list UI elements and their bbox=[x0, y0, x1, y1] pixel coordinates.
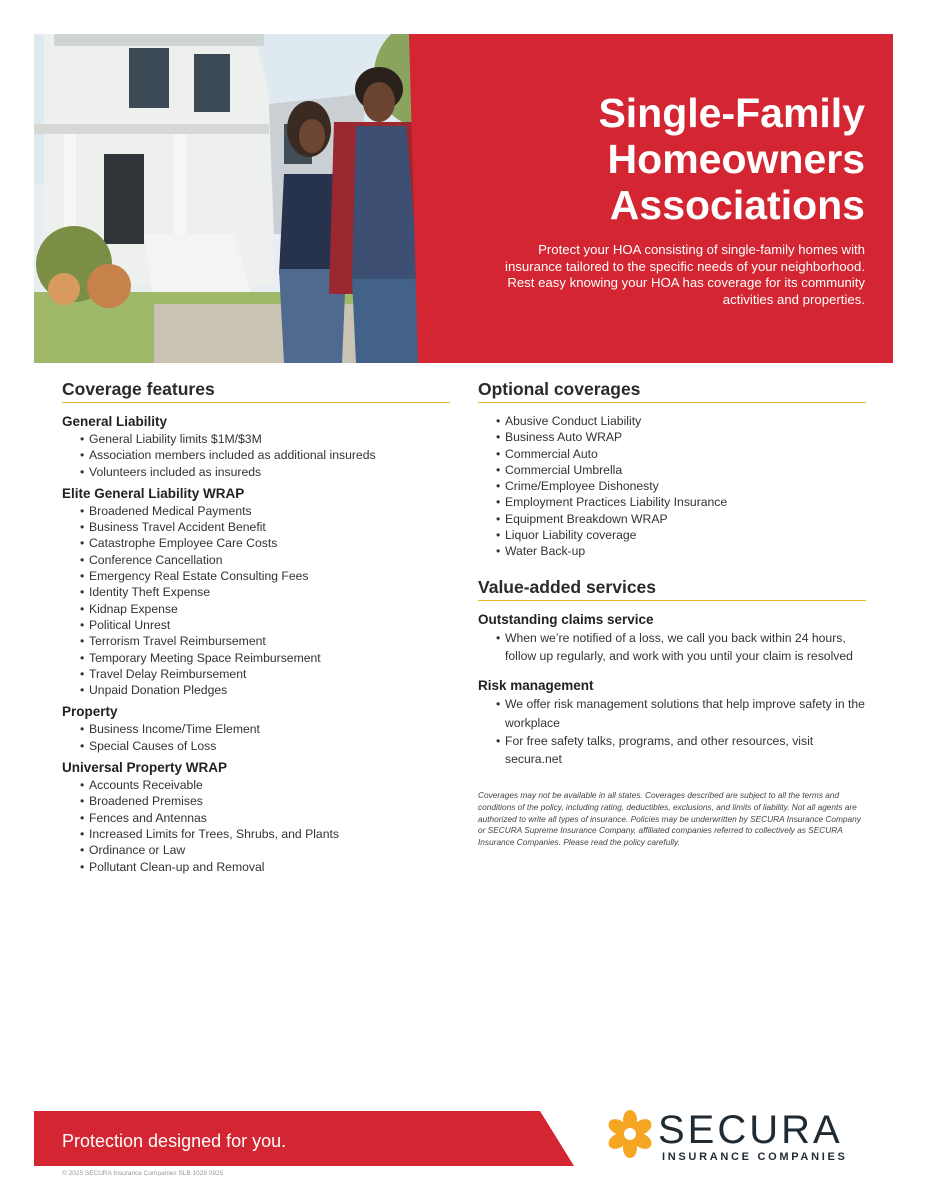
list-item: • Volunteers included as insureds bbox=[80, 464, 450, 480]
copyright-text: © 2025 SECURA Insurance Companies SLB 1028 0925 bbox=[62, 1170, 224, 1177]
list-item: • Temporary Meeting Space Reimbursement bbox=[80, 650, 450, 666]
right-column bbox=[478, 378, 866, 848]
list-item: • For free safety talks, programs, and other resources, visit secura.net bbox=[496, 732, 866, 769]
list-item: • Business Auto WRAP bbox=[496, 429, 866, 445]
coverage-features-section bbox=[62, 378, 450, 880]
list-item: • Broadened Premises bbox=[80, 793, 450, 809]
list-item: • Commercial Auto bbox=[496, 446, 866, 462]
group-list bbox=[478, 695, 866, 768]
group-list bbox=[478, 629, 866, 666]
list-item: • We offer risk management solutions that help improve safety in the workplace bbox=[496, 695, 866, 732]
list-item: • Political Unrest bbox=[80, 617, 450, 633]
logo-subtitle: INSURANCE COMPANIES bbox=[662, 1151, 848, 1163]
optional-list bbox=[478, 413, 866, 560]
list-item: • Accounts Receivable bbox=[80, 777, 450, 793]
list-item: • Crime/Employee Dishonesty bbox=[496, 478, 866, 494]
group-list bbox=[62, 503, 450, 699]
list-item: • Special Causes of Loss bbox=[80, 738, 450, 754]
value-added-services-section bbox=[478, 576, 866, 769]
list-item: • Conference Cancellation bbox=[80, 552, 450, 568]
list-item: • Liquor Liability coverage bbox=[496, 527, 866, 543]
list-item: • Terrorism Travel Reimbursement bbox=[80, 633, 450, 649]
list-item: • Emergency Real Estate Consulting Fees bbox=[80, 568, 450, 584]
coverage-group bbox=[62, 759, 450, 875]
group-title: Outstanding claims service bbox=[478, 611, 654, 627]
coverage-group bbox=[62, 413, 450, 480]
page-title: Single-Family Homeowners Associations bbox=[598, 90, 865, 228]
list-item: • Increased Limits for Trees, Shrubs, and Plants bbox=[80, 826, 450, 842]
optional-heading: Optional coverages bbox=[478, 378, 866, 403]
footer-tagline: Protection designed for you. bbox=[62, 1131, 287, 1151]
list-item: • Employment Practices Liability Insurance bbox=[496, 494, 866, 510]
list-item: • Abusive Conduct Liability bbox=[496, 413, 866, 429]
group-title: Elite General Liability WRAP bbox=[62, 485, 245, 501]
disclaimer: Coverages may not be available in all states. Coverages described are subject to all the terms and conditions of the policy, including rating, deductibles, exclusions, and limits of liability. Not all agents are authorized to write all types of insurance. Policies may be underwritten by SECURA Insurance Company or SECURA Supreme Insurance Company, affiliated companies referred to collectively as SECURA Insurance Companies. Please read the policy carefully. bbox=[478, 790, 861, 847]
group-title: Property bbox=[62, 704, 118, 720]
optional-coverages-section bbox=[478, 378, 866, 560]
secura-logo bbox=[606, 1106, 866, 1166]
list-item: • When we’re notified of a loss, we call you back within 24 hours, follow up regularly, and work with you until your claim is resolved bbox=[496, 629, 866, 666]
list-item: • Pollutant Clean-up and Removal bbox=[80, 859, 450, 875]
list-item: • Water Back-up bbox=[496, 543, 866, 559]
group-list bbox=[62, 431, 450, 480]
list-item: • Commercial Umbrella bbox=[496, 462, 866, 478]
secura-link[interactable]: secura.net bbox=[505, 752, 562, 767]
coverage-heading: Coverage features bbox=[62, 378, 450, 403]
group-title: Risk management bbox=[478, 678, 594, 694]
list-item: • Ordinance or Law bbox=[80, 842, 450, 858]
hero-banner bbox=[34, 34, 893, 363]
list-item: • General Liability limits $1M/$3M bbox=[80, 431, 450, 447]
list-item: • Equipment Breakdown WRAP bbox=[496, 511, 866, 527]
logo-wordmark: SECURA bbox=[658, 1108, 843, 1152]
list-item: • Kidnap Expense bbox=[80, 601, 450, 617]
group-title: Universal Property WRAP bbox=[62, 760, 228, 776]
group-title: General Liability bbox=[62, 414, 168, 429]
list-item: • Broadened Medical Payments bbox=[80, 503, 450, 519]
list-item: • Travel Delay Reimbursement bbox=[80, 666, 450, 682]
secura-logo-icon bbox=[606, 1110, 654, 1158]
list-item: • Unpaid Donation Pledges bbox=[80, 682, 450, 698]
list-item: • Identity Theft Expense bbox=[80, 584, 450, 600]
list-item: • Association members included as additional insureds bbox=[80, 447, 450, 463]
services-heading: Value-added services bbox=[478, 576, 866, 601]
list-item: • Catastrophe Employee Care Costs bbox=[80, 535, 450, 551]
coverage-group bbox=[62, 703, 450, 754]
group-list bbox=[62, 777, 450, 875]
list-item: • Business Travel Accident Benefit bbox=[80, 519, 450, 535]
list-item: • Fences and Antennas bbox=[80, 810, 450, 826]
hero-intro: Protect your HOA consisting of single-family homes with insurance tailored to the specific needs of your neighborhood. Rest easy knowing your HOA has coverage for its community activities and properties. bbox=[505, 242, 865, 307]
group-list bbox=[62, 721, 450, 754]
list-item: • Business Income/Time Element bbox=[80, 721, 450, 737]
coverage-group bbox=[62, 485, 450, 699]
